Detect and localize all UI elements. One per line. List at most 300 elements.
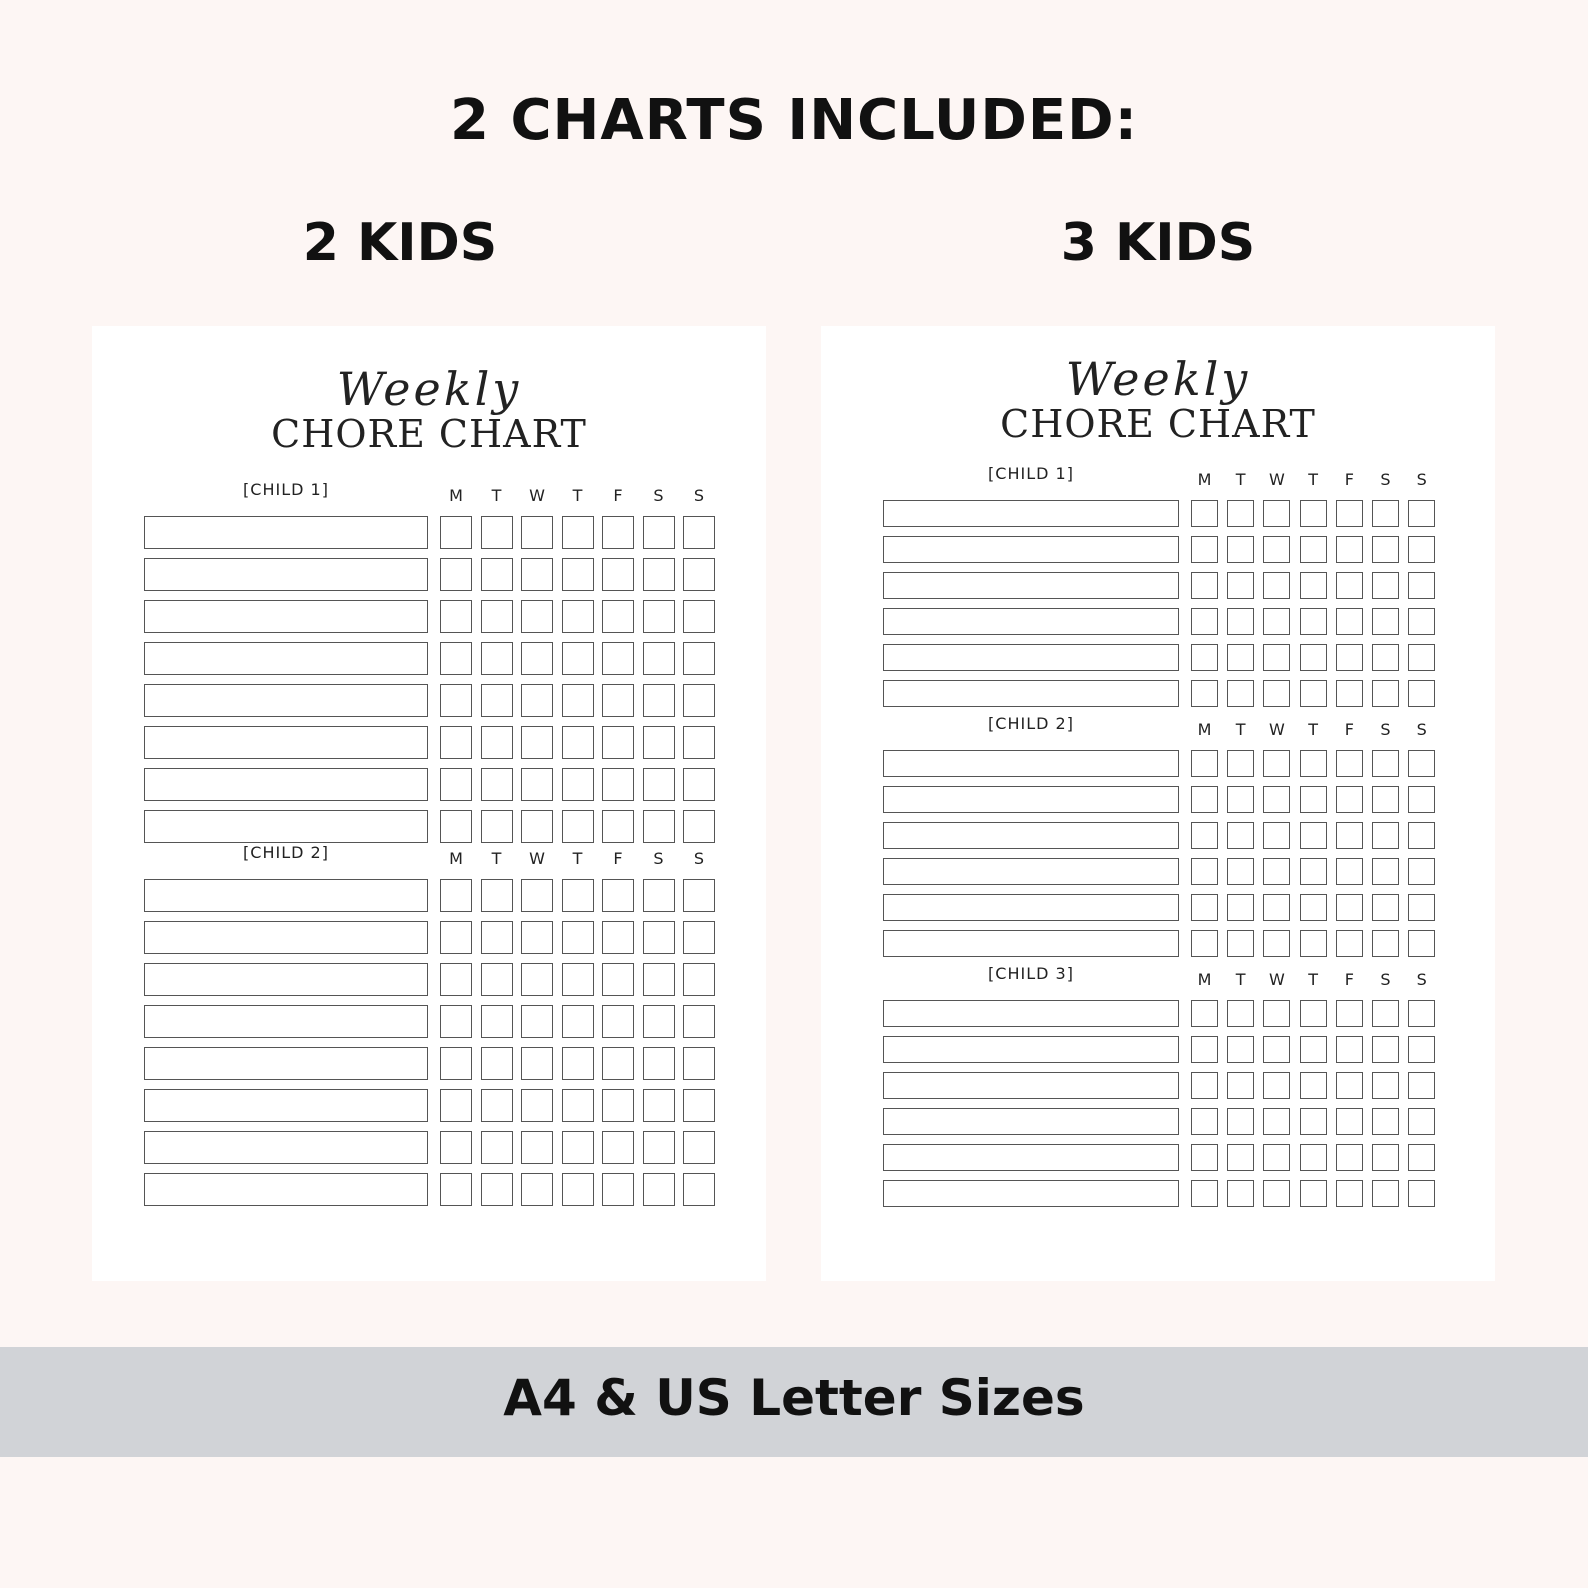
- day-checkbox: [1336, 894, 1363, 921]
- day-checkbox: [1191, 1144, 1218, 1171]
- day-checkbox: [562, 921, 594, 954]
- day-checkbox: [1372, 750, 1399, 777]
- day-checkbox: [1300, 1036, 1327, 1063]
- day-checkbox: [1191, 1072, 1218, 1099]
- chore-input-line: [883, 786, 1179, 813]
- day-checkbox: [683, 600, 715, 633]
- day-checkbox: [1191, 786, 1218, 813]
- day-checkbox: [1408, 894, 1435, 921]
- day-checkbox: [562, 879, 594, 912]
- child-label: [CHILD 1]: [243, 480, 329, 499]
- day-label: T: [572, 849, 583, 868]
- day-checkbox: [1227, 1000, 1254, 1027]
- day-label: T: [1235, 720, 1246, 739]
- day-checkbox: [481, 1005, 513, 1038]
- day-checkbox: [440, 1173, 472, 1206]
- day-checkbox: [1227, 750, 1254, 777]
- day-checkbox: [481, 642, 513, 675]
- day-checkbox: [1263, 1108, 1290, 1135]
- day-checkbox: [602, 642, 634, 675]
- day-checkbox: [643, 1131, 675, 1164]
- chore-input-line: [144, 684, 428, 717]
- chore-input-line: [144, 1131, 428, 1164]
- day-checkbox: [602, 558, 634, 591]
- day-checkbox: [481, 600, 513, 633]
- day-checkbox: [440, 1089, 472, 1122]
- day-checkbox: [1408, 822, 1435, 849]
- chore-input-line: [883, 1036, 1179, 1063]
- day-checkbox: [1263, 500, 1290, 527]
- chore-input-line: [144, 726, 428, 759]
- day-checkbox: [1263, 1072, 1290, 1099]
- day-checkbox: [1336, 608, 1363, 635]
- day-checkbox: [1408, 1108, 1435, 1135]
- child-label: [CHILD 2]: [988, 714, 1074, 733]
- day-checkbox: [440, 516, 472, 549]
- day-checkbox: [602, 516, 634, 549]
- day-label: T: [491, 486, 502, 505]
- day-label: W: [1268, 720, 1285, 739]
- day-checkbox: [1408, 1072, 1435, 1099]
- day-checkbox: [643, 516, 675, 549]
- day-checkbox: [1263, 608, 1290, 635]
- day-checkbox: [440, 726, 472, 759]
- day-checkbox: [1191, 1108, 1218, 1135]
- day-checkbox: [602, 879, 634, 912]
- chore-input-line: [144, 879, 428, 912]
- day-checkbox: [1300, 680, 1327, 707]
- day-checkbox: [440, 558, 472, 591]
- day-checkbox: [1372, 536, 1399, 563]
- day-label: S: [693, 486, 705, 505]
- day-checkbox: [643, 726, 675, 759]
- day-checkbox: [1191, 1180, 1218, 1207]
- day-checkbox: [683, 1089, 715, 1122]
- day-checkbox: [440, 1005, 472, 1038]
- day-checkbox: [683, 642, 715, 675]
- day-checkbox: [1300, 1072, 1327, 1099]
- day-label: T: [491, 849, 502, 868]
- day-checkbox: [562, 1173, 594, 1206]
- day-checkbox: [1408, 680, 1435, 707]
- day-checkbox: [1408, 930, 1435, 957]
- day-checkbox: [1372, 858, 1399, 885]
- day-checkbox: [562, 1005, 594, 1038]
- day-label: W: [529, 849, 545, 868]
- day-checkbox: [562, 963, 594, 996]
- day-checkbox: [643, 1089, 675, 1122]
- day-checkbox: [1336, 644, 1363, 671]
- day-checkbox: [521, 921, 553, 954]
- day-checkbox: [1336, 1000, 1363, 1027]
- day-checkbox: [1300, 750, 1327, 777]
- day-checkbox: [683, 963, 715, 996]
- day-checkbox: [1300, 822, 1327, 849]
- chore-input-line: [883, 1180, 1179, 1207]
- day-checkbox: [1372, 894, 1399, 921]
- day-checkbox: [643, 1173, 675, 1206]
- day-checkbox: [1300, 930, 1327, 957]
- chore-input-line: [883, 572, 1179, 599]
- three-kids-label: 3 KIDS: [1060, 213, 1256, 273]
- day-checkbox: [1263, 1144, 1290, 1171]
- day-checkbox: [521, 768, 553, 801]
- day-checkbox: [521, 810, 553, 843]
- day-checkbox: [481, 1131, 513, 1164]
- day-checkbox: [1408, 786, 1435, 813]
- chart-script-title: Weekly: [1065, 352, 1251, 406]
- day-checkbox: [440, 879, 472, 912]
- day-checkbox: [1336, 500, 1363, 527]
- chore-input-line: [144, 1089, 428, 1122]
- day-checkbox: [643, 768, 675, 801]
- day-label: M: [449, 486, 463, 505]
- day-checkbox: [1336, 536, 1363, 563]
- day-label: T: [1235, 970, 1246, 989]
- day-checkbox: [521, 642, 553, 675]
- day-checkbox: [440, 642, 472, 675]
- day-checkbox: [602, 921, 634, 954]
- day-checkbox: [1336, 858, 1363, 885]
- day-checkbox: [521, 1047, 553, 1080]
- day-checkbox: [562, 1047, 594, 1080]
- day-checkbox: [1372, 500, 1399, 527]
- day-checkbox: [481, 963, 513, 996]
- day-checkbox: [521, 879, 553, 912]
- chore-input-line: [144, 810, 428, 843]
- day-checkbox: [521, 600, 553, 633]
- day-checkbox: [440, 1047, 472, 1080]
- day-checkbox: [1263, 1036, 1290, 1063]
- day-checkbox: [1336, 750, 1363, 777]
- day-checkbox: [481, 879, 513, 912]
- day-checkbox: [1227, 644, 1254, 671]
- day-checkbox: [562, 684, 594, 717]
- chore-input-line: [144, 516, 428, 549]
- day-checkbox: [1191, 750, 1218, 777]
- day-label: S: [653, 486, 664, 505]
- day-checkbox: [1227, 1108, 1254, 1135]
- day-checkbox: [1372, 608, 1399, 635]
- three-kids-chart-sheet: [821, 326, 1495, 1281]
- day-checkbox: [1227, 536, 1254, 563]
- day-label: F: [613, 849, 623, 868]
- day-checkbox: [1191, 536, 1218, 563]
- day-checkbox: [1227, 608, 1254, 635]
- chore-input-line: [144, 558, 428, 591]
- headline: 2 CHARTS INCLUDED:: [450, 88, 1138, 153]
- day-checkbox: [521, 726, 553, 759]
- day-checkbox: [643, 921, 675, 954]
- day-label: S: [1380, 720, 1391, 739]
- chore-input-line: [883, 822, 1179, 849]
- day-checkbox: [1336, 1144, 1363, 1171]
- chart-main-title: CHORE CHART: [271, 412, 587, 456]
- day-checkbox: [602, 1047, 634, 1080]
- day-label: M: [449, 849, 463, 868]
- day-label: S: [653, 849, 664, 868]
- day-checkbox: [1191, 500, 1218, 527]
- day-checkbox: [683, 1047, 715, 1080]
- day-checkbox: [1227, 1036, 1254, 1063]
- day-checkbox: [1372, 1036, 1399, 1063]
- day-label: S: [1416, 470, 1427, 489]
- day-checkbox: [1227, 500, 1254, 527]
- day-checkbox: [683, 1005, 715, 1038]
- day-checkbox: [643, 642, 675, 675]
- day-checkbox: [643, 810, 675, 843]
- day-checkbox: [1227, 1180, 1254, 1207]
- day-checkbox: [602, 726, 634, 759]
- day-label: S: [1416, 970, 1427, 989]
- day-label: S: [693, 849, 705, 868]
- chore-input-line: [144, 1173, 428, 1206]
- chore-input-line: [144, 1047, 428, 1080]
- day-checkbox: [1227, 680, 1254, 707]
- day-checkbox: [1191, 822, 1218, 849]
- day-checkbox: [1372, 1000, 1399, 1027]
- day-checkbox: [683, 1173, 715, 1206]
- day-checkbox: [562, 810, 594, 843]
- day-checkbox: [481, 1047, 513, 1080]
- day-label: W: [1268, 470, 1285, 489]
- day-label: T: [1308, 470, 1318, 489]
- day-checkbox: [643, 1047, 675, 1080]
- day-checkbox: [683, 726, 715, 759]
- day-checkbox: [1372, 1072, 1399, 1099]
- day-checkbox: [1300, 500, 1327, 527]
- day-checkbox: [1227, 930, 1254, 957]
- day-checkbox: [1227, 894, 1254, 921]
- day-checkbox: [602, 684, 634, 717]
- day-checkbox: [1263, 536, 1290, 563]
- day-checkbox: [521, 558, 553, 591]
- day-checkbox: [1263, 680, 1290, 707]
- day-checkbox: [1263, 930, 1290, 957]
- day-checkbox: [440, 963, 472, 996]
- day-checkbox: [1372, 930, 1399, 957]
- day-checkbox: [1191, 644, 1218, 671]
- day-checkbox: [521, 1089, 553, 1122]
- day-checkbox: [1372, 1108, 1399, 1135]
- chore-input-line: [883, 644, 1179, 671]
- day-checkbox: [602, 600, 634, 633]
- day-checkbox: [440, 600, 472, 633]
- chore-input-line: [144, 768, 428, 801]
- day-checkbox: [602, 1173, 634, 1206]
- day-checkbox: [1263, 822, 1290, 849]
- day-checkbox: [1372, 572, 1399, 599]
- day-checkbox: [643, 600, 675, 633]
- day-label: T: [572, 486, 583, 505]
- day-label: F: [1344, 970, 1354, 989]
- day-label: F: [1344, 720, 1354, 739]
- chore-input-line: [144, 921, 428, 954]
- day-checkbox: [1300, 608, 1327, 635]
- day-checkbox: [1191, 572, 1218, 599]
- day-checkbox: [1263, 1180, 1290, 1207]
- day-checkbox: [1227, 1144, 1254, 1171]
- day-checkbox: [1300, 572, 1327, 599]
- day-checkbox: [1227, 858, 1254, 885]
- chore-input-line: [883, 1108, 1179, 1135]
- chore-input-line: [883, 930, 1179, 957]
- day-checkbox: [1408, 500, 1435, 527]
- chore-input-line: [883, 680, 1179, 707]
- day-checkbox: [481, 768, 513, 801]
- day-checkbox: [562, 516, 594, 549]
- day-checkbox: [1300, 858, 1327, 885]
- day-checkbox: [481, 810, 513, 843]
- day-label: W: [529, 486, 545, 505]
- day-checkbox: [1227, 1072, 1254, 1099]
- chore-input-line: [883, 536, 1179, 563]
- day-checkbox: [602, 963, 634, 996]
- child-label: [CHILD 2]: [243, 843, 329, 862]
- day-checkbox: [1336, 572, 1363, 599]
- day-checkbox: [1263, 644, 1290, 671]
- day-checkbox: [1300, 786, 1327, 813]
- chore-input-line: [883, 1000, 1179, 1027]
- day-checkbox: [602, 768, 634, 801]
- day-checkbox: [440, 1131, 472, 1164]
- day-checkbox: [1191, 894, 1218, 921]
- day-checkbox: [602, 1089, 634, 1122]
- day-label: F: [613, 486, 623, 505]
- day-checkbox: [440, 810, 472, 843]
- day-checkbox: [1300, 894, 1327, 921]
- chore-input-line: [144, 1005, 428, 1038]
- day-checkbox: [481, 516, 513, 549]
- day-checkbox: [683, 558, 715, 591]
- day-checkbox: [643, 558, 675, 591]
- day-checkbox: [1372, 786, 1399, 813]
- day-checkbox: [643, 963, 675, 996]
- day-checkbox: [440, 768, 472, 801]
- day-checkbox: [643, 879, 675, 912]
- day-checkbox: [1191, 930, 1218, 957]
- day-checkbox: [1408, 536, 1435, 563]
- day-checkbox: [481, 684, 513, 717]
- day-checkbox: [562, 600, 594, 633]
- day-checkbox: [1408, 1000, 1435, 1027]
- chore-input-line: [883, 894, 1179, 921]
- day-checkbox: [1336, 1108, 1363, 1135]
- day-checkbox: [1300, 1000, 1327, 1027]
- day-label: W: [1268, 970, 1285, 989]
- day-checkbox: [481, 726, 513, 759]
- day-checkbox: [683, 768, 715, 801]
- child-label: [CHILD 3]: [988, 964, 1074, 983]
- day-checkbox: [683, 684, 715, 717]
- chart-script-title: Weekly: [336, 362, 522, 416]
- day-checkbox: [1263, 750, 1290, 777]
- footer-text: A4 & US Letter Sizes: [503, 1369, 1085, 1427]
- day-checkbox: [683, 921, 715, 954]
- day-checkbox: [1263, 858, 1290, 885]
- day-checkbox: [1300, 1180, 1327, 1207]
- day-checkbox: [562, 558, 594, 591]
- two-kids-label: 2 KIDS: [302, 213, 498, 273]
- day-checkbox: [481, 558, 513, 591]
- day-label: T: [1308, 970, 1318, 989]
- day-checkbox: [521, 963, 553, 996]
- day-label: T: [1308, 720, 1318, 739]
- day-checkbox: [1372, 1180, 1399, 1207]
- day-label: F: [1344, 470, 1354, 489]
- day-checkbox: [562, 768, 594, 801]
- day-checkbox: [562, 1131, 594, 1164]
- day-checkbox: [1408, 750, 1435, 777]
- day-checkbox: [1191, 858, 1218, 885]
- day-checkbox: [1191, 680, 1218, 707]
- day-checkbox: [1263, 572, 1290, 599]
- day-checkbox: [1336, 822, 1363, 849]
- day-checkbox: [562, 1089, 594, 1122]
- day-checkbox: [683, 516, 715, 549]
- day-checkbox: [1300, 1108, 1327, 1135]
- day-checkbox: [1263, 894, 1290, 921]
- day-checkbox: [440, 684, 472, 717]
- day-label: S: [1380, 470, 1391, 489]
- day-checkbox: [1372, 1144, 1399, 1171]
- day-checkbox: [683, 1131, 715, 1164]
- day-checkbox: [1336, 930, 1363, 957]
- day-checkbox: [1372, 680, 1399, 707]
- day-checkbox: [683, 810, 715, 843]
- day-checkbox: [1408, 1144, 1435, 1171]
- day-checkbox: [1300, 1144, 1327, 1171]
- day-checkbox: [602, 1005, 634, 1038]
- day-checkbox: [1300, 536, 1327, 563]
- day-label: S: [1380, 970, 1391, 989]
- child-label: [CHILD 1]: [988, 464, 1074, 483]
- day-label: M: [1197, 720, 1212, 739]
- chore-input-line: [883, 608, 1179, 635]
- day-label: M: [1197, 470, 1212, 489]
- day-checkbox: [1227, 786, 1254, 813]
- day-checkbox: [1408, 644, 1435, 671]
- day-checkbox: [1336, 786, 1363, 813]
- day-checkbox: [1336, 1036, 1363, 1063]
- chore-input-line: [144, 963, 428, 996]
- chore-input-line: [144, 600, 428, 633]
- chore-input-line: [883, 1072, 1179, 1099]
- day-checkbox: [1191, 1036, 1218, 1063]
- day-checkbox: [1408, 1036, 1435, 1063]
- day-checkbox: [643, 1005, 675, 1038]
- day-checkbox: [1300, 644, 1327, 671]
- day-checkbox: [1372, 644, 1399, 671]
- day-checkbox: [643, 684, 675, 717]
- day-label: S: [1416, 720, 1427, 739]
- day-checkbox: [1408, 858, 1435, 885]
- day-checkbox: [521, 684, 553, 717]
- day-checkbox: [1227, 822, 1254, 849]
- day-checkbox: [1263, 786, 1290, 813]
- day-checkbox: [481, 921, 513, 954]
- day-checkbox: [481, 1173, 513, 1206]
- day-checkbox: [1408, 1180, 1435, 1207]
- day-checkbox: [521, 1005, 553, 1038]
- day-checkbox: [440, 921, 472, 954]
- two-kids-chart-sheet: [92, 326, 766, 1281]
- chore-input-line: [883, 1144, 1179, 1171]
- day-checkbox: [1263, 1000, 1290, 1027]
- day-checkbox: [1336, 680, 1363, 707]
- day-checkbox: [521, 1173, 553, 1206]
- day-checkbox: [1227, 572, 1254, 599]
